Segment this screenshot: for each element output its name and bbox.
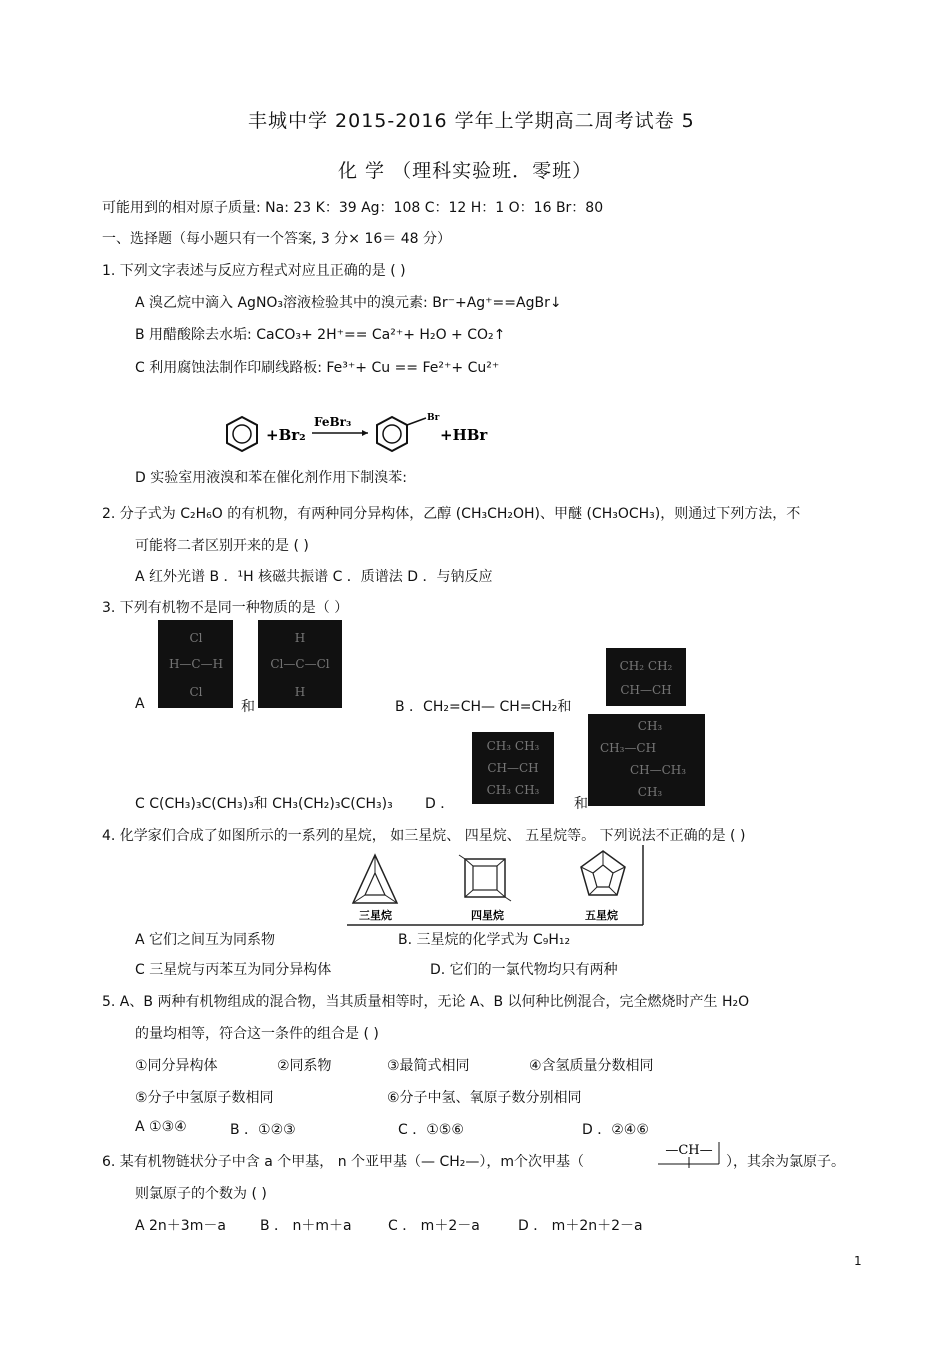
- struct-text: CH₃: [637, 785, 663, 799]
- q1-option-d: D 实验室用液溴和苯在催化剂作用下制溴苯:: [135, 470, 407, 486]
- struct-text: Cl—C—Cl: [270, 657, 330, 671]
- benzene-ring-circle: [233, 425, 251, 443]
- catalyst-label: FeBr₃: [314, 415, 352, 429]
- q3-option-c: C C(CH₃)₃C(CH₃)₃和 CH₃(CH₂)₃C(CH₃)₃: [135, 796, 393, 812]
- q5-option-b: B ．①②③: [230, 1122, 296, 1138]
- struct-text: CH₃: [637, 719, 663, 733]
- bromination-reaction: [220, 410, 500, 460]
- section-heading: 一、选择题（每小题只有一个答案, 3 分× 16＝ 48 分）: [102, 231, 451, 247]
- atomic-masses: 可能用到的相对原子质量: Na: 23 K：39 Ag：108 C：12 H：1 O：16 Br：80: [102, 200, 604, 216]
- trimane-structure: [353, 855, 397, 903]
- q3-stem: 3. 下列有机物不是同一种物质的是（ ）: [102, 600, 349, 616]
- struct-text: CH₂ CH₂: [619, 659, 673, 673]
- q3-structure-a1: [158, 620, 233, 708]
- q3-option-a-label: A: [135, 696, 145, 712]
- methine-group: [656, 1140, 722, 1172]
- struct-text: Cl: [189, 685, 203, 699]
- q5-item-6: ⑥分子中氢、氧原子数分别相同: [387, 1090, 582, 1106]
- q4-stem: 4. 化学家们合成了如图所示的一系列的星烷， 如三星烷、 四星烷、 五星烷等。 下列说法不正确的是 ( ): [102, 828, 746, 844]
- bromobenzene-ring: [377, 417, 407, 451]
- q1-option-c: C 利用腐蚀法制作印刷线路板: Fe³⁺+ Cu == Fe²⁺+ Cu²⁺: [135, 360, 500, 376]
- q1-option-a: A 溴乙烷中滴入 AgNO₃溶液检验其中的溴元素: Br⁻+Ag⁺==AgBr↓: [135, 295, 562, 311]
- c-br-bond: [407, 418, 426, 425]
- q6-option-a: A 2n＋3m－a: [135, 1218, 226, 1234]
- q6-stem-end: ），其余为氯原子。: [726, 1154, 845, 1170]
- struct-text: CH—CH: [487, 761, 539, 775]
- q6-option-b: B ． n＋m＋a: [260, 1218, 352, 1234]
- q4-option-c: C 三星烷与丙苯互为同分异构体: [135, 962, 332, 978]
- struct-text: H: [294, 685, 306, 699]
- q5-item-5: ⑤分子中氢原子数相同: [135, 1090, 274, 1106]
- struct-text: H: [294, 631, 306, 645]
- q6-option-d: D ． m＋2n＋2－a: [518, 1218, 643, 1234]
- q2-stem-cont: 可能将二者区别开来的是 ( ): [135, 538, 309, 554]
- q5-item-4: ④含氢质量分数相同: [529, 1058, 654, 1074]
- q5-option-d: D ．②④⑥: [582, 1122, 649, 1138]
- q3-and-2: 和: [574, 796, 588, 812]
- q2-options: A 红外光谱 B ．¹H 核磁共振谱 C ．质谱法 D ．与钠反应: [135, 569, 493, 585]
- q3-structure-d1: [472, 732, 554, 804]
- q1-option-b: B 用醋酸除去水垢: CaCO₃+ 2H⁺== Ca²⁺+ H₂O + CO₂↑: [135, 327, 506, 343]
- pentamane-structure: [581, 851, 625, 895]
- q3-structure-b: [606, 648, 686, 706]
- star-alkanes-figure: [345, 845, 647, 927]
- struct-text: CH—CH: [620, 683, 672, 697]
- page-number: 1: [854, 1254, 862, 1268]
- struct-text: CH—CH₃: [629, 763, 687, 777]
- name-trimane: 三星烷: [359, 909, 392, 922]
- reaction-arrowhead: [362, 430, 368, 436]
- name-tetramane: 四星烷: [471, 909, 504, 922]
- q1-stem: 1. 下列文字表述与反应方程式对应且正确的是 ( ): [102, 263, 406, 279]
- struct-text: CH₃ CH₃: [486, 783, 540, 797]
- q5-stem-cont: 的量均相等，符合这一条件的组合是 ( ): [135, 1026, 379, 1042]
- q5-item-3: ③最简式相同: [387, 1058, 470, 1074]
- q5-option-a: A ①③④: [135, 1119, 187, 1135]
- page-title: 丰城中学 2015-2016 学年上学期高二周考试卷 5: [248, 110, 695, 132]
- struct-text: CH₃—CH: [599, 741, 657, 755]
- q5-item-1: ①同分异构体: [135, 1058, 218, 1074]
- q3-option-d-label: D ．: [425, 796, 455, 812]
- methine-symbol: —CH—: [665, 1143, 713, 1158]
- struct-text: Cl: [189, 631, 203, 645]
- q3-option-b: B ．CH₂=CH— CH=CH₂和: [395, 699, 572, 715]
- q2-stem: 2. 分子式为 C₂H₆O 的有机物，有两种同分异构体，乙醇 (CH₃CH₂OH)、甲醚 (CH₃OCH₃)，则通过下列方法，不: [102, 506, 801, 522]
- benzene-ring: [227, 417, 257, 451]
- tetramane-structure: [459, 855, 511, 901]
- q5-item-2: ②同系物: [277, 1058, 332, 1074]
- hbr-product: +HBr: [440, 426, 488, 444]
- q3-structure-d2: [588, 714, 705, 806]
- q3-and-1: 和: [241, 699, 255, 715]
- br-substituent: Br: [427, 413, 440, 423]
- q6-stem: 6. 某有机物链状分子中含 a 个甲基， n 个亚甲基（— CH₂—），m个次甲基（: [102, 1154, 585, 1170]
- q3-structure-a2: [258, 620, 342, 708]
- q4-option-a: A 它们之间互为同系物: [135, 932, 276, 948]
- q6-stem-cont: 则氯原子的个数为 ( ): [135, 1186, 267, 1202]
- struct-text: H—C—H: [168, 657, 224, 671]
- bromobenzene-ring-circle: [383, 425, 401, 443]
- q5-stem: 5. A、B 两种有机物组成的混合物，当其质量相等时，无论 A、B 以何种比例混合，完全燃烧时产生 H₂O: [102, 994, 750, 1010]
- q4-option-b: B. 三星烷的化学式为 C₉H₁₂: [398, 932, 571, 948]
- br2-reagent: +Br₂: [266, 426, 306, 444]
- q4-option-d: D. 它们的一氯代物均只有两种: [430, 962, 618, 978]
- q6-option-c: C ． m＋2－a: [388, 1218, 480, 1234]
- q5-option-c: C ．①⑤⑥: [398, 1122, 464, 1138]
- struct-text: CH₃ CH₃: [486, 739, 540, 753]
- page-subtitle: 化 学 （理科实验班．零班）: [338, 160, 593, 182]
- name-pentamane: 五星烷: [585, 909, 618, 922]
